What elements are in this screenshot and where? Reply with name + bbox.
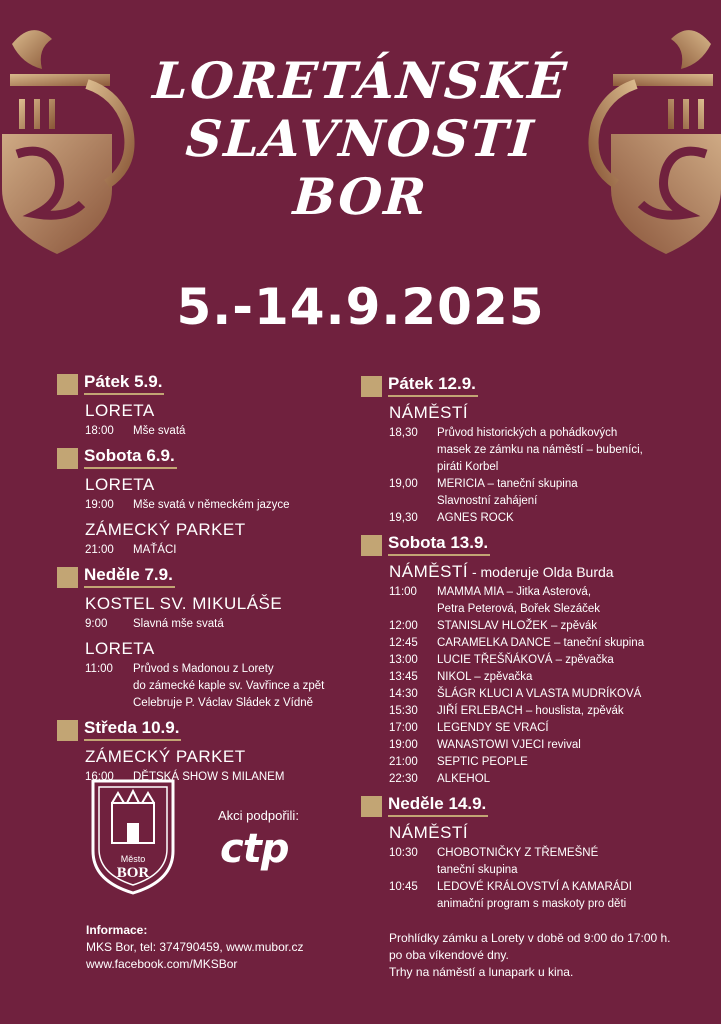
day-marker-icon xyxy=(57,720,78,741)
venue-title xyxy=(85,639,357,659)
support-label: Akci podpořili: xyxy=(218,808,299,823)
title-line-1: LORETÁNSKÉ xyxy=(150,51,571,110)
event-line: ŠLÁGR KLUCI A VLASTA MUDRÍKOVÁ xyxy=(437,688,642,700)
event-line: LUCIE TŘEŠŇÁKOVÁ – zpěvačka xyxy=(437,654,614,666)
event-line: MAŤÁCI xyxy=(133,544,177,556)
venue-name: ZÁMECKÝ PARKET xyxy=(85,520,246,539)
event-time: 15:30 xyxy=(389,705,418,717)
event-line: taneční skupina xyxy=(437,864,518,876)
event-row xyxy=(389,635,701,652)
event-description xyxy=(437,618,701,635)
event-description xyxy=(133,616,357,633)
event-line: MAMMA MIA – Jitka Asterová, xyxy=(437,586,592,598)
day-header xyxy=(361,533,701,556)
event-description xyxy=(437,754,701,771)
event-description xyxy=(437,425,701,476)
event-time: 11:00 xyxy=(85,663,113,675)
day-marker-icon xyxy=(361,535,382,556)
event-line: WANASTOWI VJECI revival xyxy=(437,739,581,751)
title-line-2: SLAVNOSTI xyxy=(183,109,538,168)
day-label: Sobota 13.9. xyxy=(388,533,490,556)
venue-title xyxy=(389,823,701,843)
event-row xyxy=(85,497,357,514)
venue-title xyxy=(85,747,357,767)
event-line: Mše svatá v německém jazyce xyxy=(133,499,290,511)
event-line: NIKOL – zpěvačka xyxy=(437,671,533,683)
event-line: Celebruje P. Václav Sládek z Vídně xyxy=(133,697,314,709)
event-line: Petra Peterová, Bořek Slezáček xyxy=(437,603,600,615)
event-row xyxy=(85,616,357,633)
event-row xyxy=(85,661,357,712)
event-time: 14:30 xyxy=(389,688,418,700)
event-description xyxy=(133,423,357,440)
venue-title xyxy=(85,401,357,421)
event-time: 12:00 xyxy=(389,620,418,632)
day-marker-icon xyxy=(57,374,78,395)
note-line: po oba víkendové dny. xyxy=(389,948,509,962)
logo-text-mesto: Město xyxy=(120,854,146,864)
mesto-bor-logo-icon xyxy=(90,778,176,896)
festival-dates: 5.-14.9.2025 xyxy=(176,278,545,336)
event-line: animační program s maskoty pro děti xyxy=(437,898,627,910)
ctp-sponsor-logo: ctp xyxy=(220,826,289,872)
event-line: Mše svatá xyxy=(133,425,186,437)
event-line: AGNES ROCK xyxy=(437,512,514,524)
event-row xyxy=(389,720,701,737)
info-block xyxy=(86,922,303,973)
event-row xyxy=(389,686,701,703)
venue-title xyxy=(85,475,357,495)
event-row xyxy=(85,423,357,440)
day-marker-icon xyxy=(361,376,382,397)
venue-name: NÁMĚSTÍ xyxy=(389,562,469,581)
event-time: 9:00 xyxy=(85,618,108,630)
venue-name: KOSTEL SV. MIKULÁŠE xyxy=(85,594,283,613)
logo-text-bor: BOR xyxy=(116,865,150,881)
event-line: masek ze zámku na náměstí – bubeníci, xyxy=(437,444,643,456)
event-row xyxy=(389,476,701,510)
venue-name: NÁMĚSTÍ xyxy=(389,403,469,422)
event-time: 16:00 xyxy=(85,771,114,783)
event-row xyxy=(389,737,701,754)
day-header xyxy=(57,446,357,469)
event-row xyxy=(389,845,701,879)
event-description xyxy=(437,720,701,737)
event-description xyxy=(437,652,701,669)
event-time: 10:45 xyxy=(389,881,418,893)
event-time: 21:00 xyxy=(389,756,418,768)
event-line: Slavnostní zahájení xyxy=(437,495,538,507)
venue-name: ZÁMECKÝ PARKET xyxy=(85,747,246,766)
event-time: 19:00 xyxy=(389,739,418,751)
day-label: Sobota 6.9. xyxy=(84,446,177,469)
event-line: LEGENDY SE VRACÍ xyxy=(437,722,549,734)
poster-title xyxy=(0,52,721,226)
event-time: 19,00 xyxy=(389,478,418,490)
event-description xyxy=(133,542,357,559)
day-header xyxy=(361,794,701,817)
event-description xyxy=(437,771,701,788)
event-description xyxy=(133,497,357,514)
event-time: 22:30 xyxy=(389,773,418,785)
event-line: Průvod historických a pohádkových xyxy=(437,427,618,439)
venue-title xyxy=(389,562,701,582)
info-line: www.facebook.com/MKSBor xyxy=(86,957,238,971)
event-row xyxy=(389,703,701,720)
event-time: 18,30 xyxy=(389,427,418,439)
event-description xyxy=(133,661,357,712)
event-row xyxy=(389,754,701,771)
event-time: 18:00 xyxy=(85,425,114,437)
event-row xyxy=(389,879,701,913)
event-line: CARAMELKA DANCE – taneční skupina xyxy=(437,637,645,649)
event-time: 19,30 xyxy=(389,512,418,524)
event-row xyxy=(389,771,701,788)
event-time: 19:00 xyxy=(85,499,114,511)
event-line: LEDOVÉ KRÁLOVSTVÍ A KAMARÁDI xyxy=(437,881,632,893)
day-label: Pátek 5.9. xyxy=(84,372,164,395)
event-time: 17:00 xyxy=(389,722,418,734)
event-line: STANISLAV HLOŽEK – zpěvák xyxy=(437,620,597,632)
title-line-3: BOR xyxy=(291,167,430,226)
venue-name: LORETA xyxy=(85,475,155,494)
day-header xyxy=(57,718,357,741)
event-description xyxy=(437,879,701,913)
event-line: MERICIA – taneční skupina xyxy=(437,478,578,490)
event-row xyxy=(389,584,701,618)
event-time: 11:00 xyxy=(389,586,417,598)
event-line: ALKEHOL xyxy=(437,773,491,785)
day-spacer xyxy=(361,913,701,919)
day-label: Středa 10.9. xyxy=(84,718,181,741)
day-marker-icon xyxy=(57,448,78,469)
day-marker-icon xyxy=(57,567,78,588)
event-description xyxy=(437,584,701,618)
event-time: 13:00 xyxy=(389,654,418,666)
event-description xyxy=(437,845,701,879)
day-label: Neděle 14.9. xyxy=(388,794,488,817)
venue-title xyxy=(85,594,357,614)
event-line: JIŘÍ ERLEBACH – houslista, zpěvák xyxy=(437,705,624,717)
info-heading: Informace: xyxy=(86,923,148,937)
day-header xyxy=(57,372,357,395)
note-line: Trhy na náměstí a lunapark u kina. xyxy=(389,965,574,979)
event-description xyxy=(437,686,701,703)
event-time: 21:00 xyxy=(85,544,114,556)
day-label: Neděle 7.9. xyxy=(84,565,175,588)
event-description xyxy=(437,669,701,686)
event-line: Slavná mše svatá xyxy=(133,618,224,630)
day-label: Pátek 12.9. xyxy=(388,374,478,397)
event-row xyxy=(389,425,701,476)
event-row xyxy=(85,542,357,559)
info-line: MKS Bor, tel: 374790459, www.mubor.cz xyxy=(86,940,304,954)
venue-title xyxy=(389,403,701,423)
event-row xyxy=(389,510,701,527)
venue-subtitle: - moderuje Olda Burda xyxy=(468,564,614,580)
event-description xyxy=(437,510,701,527)
event-line: CHOBOTNIČKY Z TŘEMEŠNÉ xyxy=(437,847,599,859)
venue-name: LORETA xyxy=(85,401,155,420)
event-row xyxy=(389,652,701,669)
day-header xyxy=(361,374,701,397)
notes-block xyxy=(389,930,709,981)
event-description xyxy=(437,703,701,720)
event-line: piráti Korbel xyxy=(437,461,499,473)
event-line: DĚTSKÁ SHOW S MILANEM xyxy=(133,771,285,783)
event-time: 12:45 xyxy=(389,637,418,649)
venue-name: LORETA xyxy=(85,639,155,658)
event-time: 13:45 xyxy=(389,671,418,683)
venue-name: NÁMĚSTÍ xyxy=(389,823,469,842)
event-description xyxy=(437,476,701,510)
event-line: Průvod s Madonou z Lorety xyxy=(133,663,274,675)
event-line: do zámecké kaple sv. Vavřince a zpět xyxy=(133,680,325,692)
event-row xyxy=(389,618,701,635)
venue-title xyxy=(85,520,357,540)
program-left-column xyxy=(57,372,357,792)
note-line: Prohlídky zámku a Lorety v době od 9:00 do 17:00 h. xyxy=(389,931,671,945)
day-marker-icon xyxy=(361,796,382,817)
event-description xyxy=(437,737,701,754)
event-line: SEPTIC PEOPLE xyxy=(437,756,528,768)
program-right-column xyxy=(361,374,701,919)
event-description xyxy=(437,635,701,652)
day-header xyxy=(57,565,357,588)
event-time: 10:30 xyxy=(389,847,418,859)
event-row xyxy=(389,669,701,686)
